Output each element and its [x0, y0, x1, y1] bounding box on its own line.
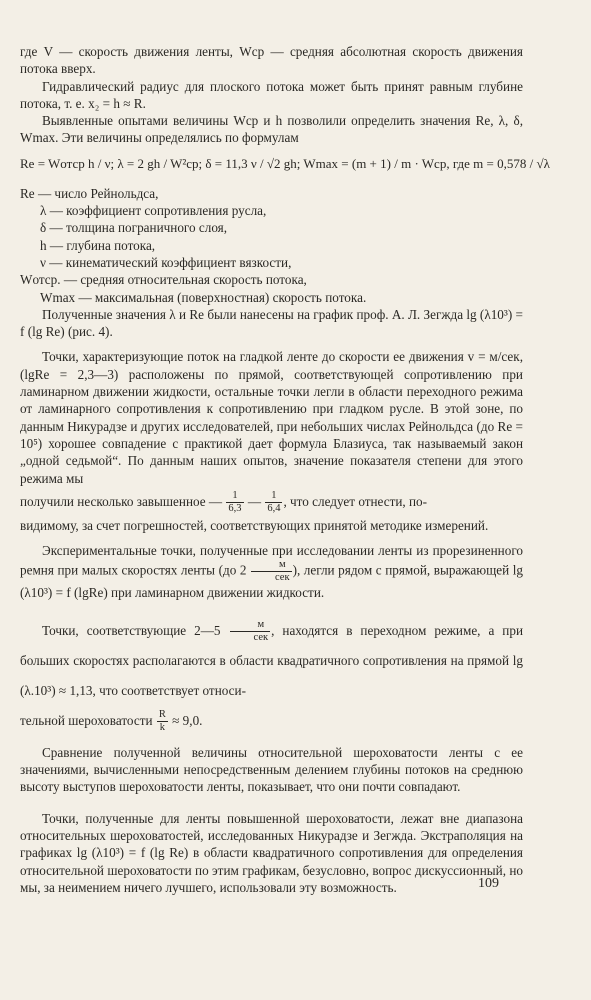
variable-item: Wотср. — средняя относительная скорость потока, — [20, 272, 307, 288]
fraction-numerator: R — [158, 709, 166, 721]
fraction-denominator: k — [159, 722, 165, 734]
para-comparison: Сравнение полученной величины относительной шероховатости ленты с ее значениями, вычисленными непосредственным делением глубины потоков на среднюю высоту выступов шероховатости ленты, показывает, что они почти совпадают. — [20, 744, 523, 795]
para-high-roughness: Точки, полученные для ленты повышенной шероховатости, лежат вне диапазона относительных шероховатостей, исследованных Никурадзе и Зегжда. Экстраполяция на графиках lg (λ10³) = f (lg Re) в области квадратичного сопротивления для определения относительной шероховатости по этим графикам, безусловно, вопрос дискуссионный, но мы, за неимением ничего лучшего, использовали эту возможность. — [20, 810, 523, 895]
para-smooth-belt-end — [20, 487, 523, 517]
minus-sign: — — [247, 493, 262, 509]
variable-item: ν — кинематический коэффициент вязкости, — [40, 254, 292, 270]
formula-line: Re = Wотср h / ν; λ = 2 gh / W²ср; δ = 11,3 ν / √2 gh; Wmax = (m + 1) / m · Wср, где m = 0,578 / √λ — [20, 155, 550, 171]
fraction-numerator: м — [251, 559, 292, 572]
text-fragment: получили несколько завышенное — — [20, 493, 223, 509]
fraction-numerator: 1 — [265, 490, 282, 503]
para-transition-end — [20, 706, 523, 736]
variable-item: λ — коэффициент сопротивления русла, — [40, 203, 267, 219]
fraction — [265, 490, 282, 515]
para-smooth-belt: Точки, характеризующие поток на гладкой ленте до скорости ее движения v = м/сек, (lgRe = 2,3—3) расположены по прямой, соответствующей сопротивлению при ламинарном движении жидкости, остальные точки легли в области переходного режима от ламинарного сопротивления к сопротивлению при гладком русле. В этой зоне, по данным Никурадзе и других исследователей, при небольших числах Рейнольдса (до Re = 10⁵) хорошее совпадение с практикой дает формула Блазиуса, так называемый закон „одной седьмой“. По данным наших опытов, значение показателя степени для этого режима мы — [20, 349, 523, 486]
page-number: 109 — [478, 876, 499, 891]
variable-item: Re — число Рейнольдса, — [20, 185, 159, 201]
text-fragment: ), легли рядом с прямой, выражающей lg (λ10³) = f (lgRe) при ламинарном движении жидкости. — [20, 562, 524, 601]
text-fragment: ≈ 9,0. — [172, 712, 203, 728]
para-graph: Полученные значения λ и Re были нанесены на график проф. А. Л. Зегжда lg (λ10³) = f (lg Re) (рис. 4). — [20, 306, 523, 340]
fraction-denominator: 6,3 — [228, 503, 242, 515]
fraction-denominator: сек — [253, 632, 269, 644]
fraction-numerator: 1 — [226, 490, 243, 503]
fraction-denominator: сек — [275, 572, 290, 584]
fraction — [157, 709, 168, 734]
body-text — [20, 43, 550, 896]
fraction — [251, 559, 292, 584]
text-fragment: тельной шероховатости — [20, 712, 153, 728]
text-fragment: Точки, соответствующие 2—5 — [42, 622, 221, 638]
text-fragment: , что следует отнести, по- — [283, 493, 428, 509]
para-transition — [20, 616, 523, 706]
para-experimental — [20, 542, 523, 602]
fraction — [226, 490, 243, 515]
fraction — [230, 619, 271, 644]
para-smooth-belt-tail: видимому, за счет погрешностей, соответствующих принятой методике измерений. — [20, 517, 489, 533]
variable-item: δ — толщина пограничного слоя, — [40, 220, 228, 236]
para-velocity-def: где V — скорость движения ленты, Wср — средняя абсолютная скорость движения потока вверх. — [20, 44, 523, 77]
fraction-denominator: 6,4 — [267, 503, 281, 515]
text-fragment: , находятся в переходном режиме, а при больших скоростях располагаются в области квадратичного сопротивления на прямой lg (λ.10³) ≈ 1,13, что соответствует относи- — [20, 622, 524, 698]
para-hydraulic-radius: Гидравлический радиус для плоского потока может быть принят равным глубине потока, т. е. x₂ = h ≈ R. — [20, 78, 523, 111]
para-formulas-intro: Выявленные опытами величины Wср и h позволили определить значения Re, λ, δ, Wmax. Эти величины определялись по формулам — [20, 113, 523, 146]
text-fragment: Экспериментальные точки, полученные при исследовании ленты из прорезиненного ремня при малых скоростях ленты (до 2 — [20, 543, 523, 578]
variable-list — [20, 185, 523, 306]
fraction-numerator: м — [230, 619, 271, 632]
variable-item: h — глубина потока, — [40, 237, 156, 253]
variable-item: Wmax — максимальная (поверхностная) скорость потока. — [40, 289, 367, 305]
